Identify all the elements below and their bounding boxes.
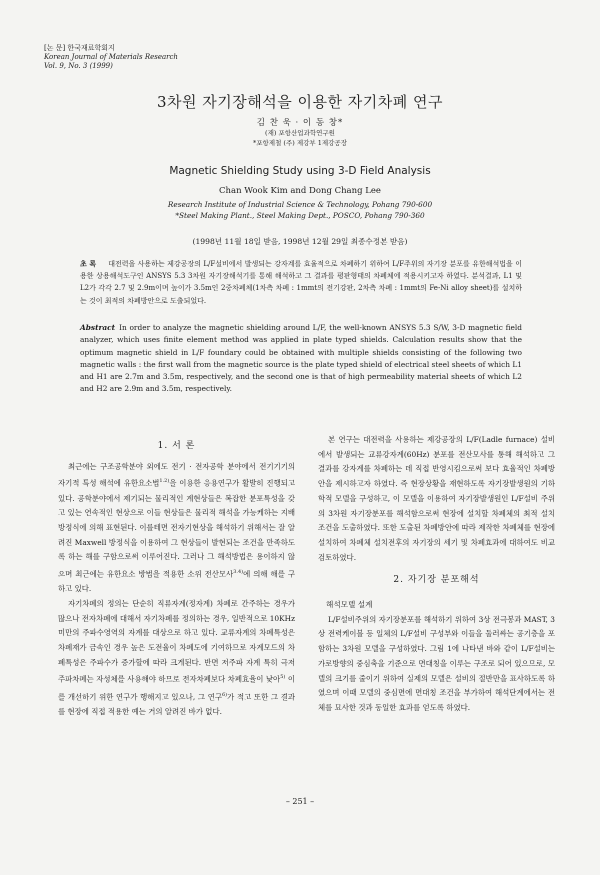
citation-ref: 5) [280,674,286,681]
abstract-ko-label: 초 록 [80,259,97,268]
subsection-heading: 해석모델 설계 [326,600,373,610]
journal-name-ko: [논 문] 한국재료학회지 [44,44,115,52]
affiliation-en-1: Research Institute of Industrial Science & Technology, Pohang 790-600 [167,200,433,209]
abstract-en [80,322,522,396]
intro-p2-text: 자기차폐의 정의는 단순히 직류자계(정자계) 차폐로 간주하는 경우가 많으나 전자차폐에 대해서 자기차폐를 정의하는 경우, 일반적으로 10KHz 미만의 주파수영역의 자계를 대상으로 하고 있다. 교류자계의 차폐특성은 차폐재가 금속인 경우 높은 도전율이 차폐도에 기여하므로 자계모드의 차폐특성은 주파수가 증가할에 따라 크게된다. 반면 저주파 자계 특히 극저주파차폐는 자성체를 사용해야 하므로 전자차폐보다 차폐효율이 낮아 [58,598,295,684]
affiliation-ko-2: *포항제철 (주) 제강부 1제강공장 [252,139,347,147]
authors-ko: 김 찬 욱 · 이 동 창* [256,118,344,128]
journal-name-en: Korean Journal of Materials Research [44,53,178,61]
intro-paragraph-3: 본 연구는 대전력을 사용하는 제강공장의 L/F(Ladle furnace) 설비에서 발생되는 교류강자계(60Hz) 분포를 전산모사를 통해 해석하고 그 결과를 강자계를 차폐하는 데 직접 반영시킴으로써 보다 효율적인 차폐방안을 제시하고자 하였다. 즉 현장상황을 재현하도록 자기장발생원의 기하학적 모델을 구성하고, 이 모델을 이용하여 자기장발생원인 L/F설비 주위의 3차원 자기장분포를 해석함으로써 현장에 설치할 차폐체의 최적 설치조건을 도출하였다. 또한 도출된 차폐방안에 따라 제작한 차폐체를 현장에 설치하여 차폐체 설치전후의 자기장의 세기 및 차폐효과에 대하여도 비교 검토하였다. [318,435,555,562]
affiliation-en [0,199,600,221]
intro-p1-text-b: 을 이용한 응용연구가 활발히 진행되고 있다. 공학분야에서 제기되는 물리적인 계현상들은 복잡한 분포특성을 갖고 있는 연속적인 현상으로 이들 현상들은 물리적 해석을 가능케하는 지배방정식에 의해 표현된다. 이를테면 전자기현상을 해석하기 위해서는 잘 알려진 Maxwell 방정식을 이용하여 그 현상들이 발현되는 조건을 만족하도록 하는 해를 구함으로써 이루어진다. 그러나 그 해석방법은 용이하지 않으며 최근에는 유한요소 방법을 적용한 소위 전산모사 [58,478,295,579]
citation-ref: 6) [221,691,228,698]
received-dates: (1998년 11월 18일 받음, 1998년 12월 29일 최종수정본 받음) [192,237,408,246]
intro-p1-text-c: 에 의해 해를 구하고 있다. [58,569,295,594]
section-2-heading: 2. 자기장 분포해석 [393,575,480,586]
model-paragraph: L/F설비주위의 자기장분포를 해석하기 위하여 3상 전극봉과 MAST, 3상 전력케이블 등 일체의 L/F설비 구성부와 이들을 둘러싸는 공기층을 포함하는 3차원 모델을 구성하였다. 그림 1에 나타낸 바와 같이 L/F설비는 가로방향의 중심축을 기준으로 면대칭을 이루는 구조로 되어 있으므로, 모델의 크기를 줄이기 위하여 실제의 모델은 설비의 절반만을 표사하도록 하였으며 이때 모델의 중심면에 면대칭 조건을 부가하여 해석단계에서는 전체를 묘사한 것과 동일한 효과를 얻도록 하였다. [318,614,555,712]
authors-en: Chan Wook Kim and Dong Chang Lee [219,186,381,196]
journal-volume: Vol. 9, No. 3 (1999) [44,62,113,70]
section-1-heading: 1. 서 론 [157,441,196,451]
abstract-ko [80,258,522,307]
abstract-en-label: Abstract [80,323,116,332]
affiliation-en-2: *Steel Making Plant., Steel Making Dept., POSCO, Pohang 790-360 [175,211,425,220]
citation-ref: 3.4) [233,569,244,576]
intro-p1-text: 최근에는 구조공학분야 외에도 전기 · 전자공학 분야에서 전기기기의 자기적 특성 해석에 유한요소법 [58,461,295,488]
title-en: Magnetic Shielding Study using 3-D Field Analysis [169,165,431,177]
right-column [318,433,555,716]
left-column [58,433,295,720]
affiliation-ko [0,128,600,148]
abstract-en-text: In order to analyze the magnetic shielding around L/F, the well-known ANSYS 5.3 S/W, 3-D magnetic field analyzer, which uses finite element method was applied in plate typed shields. Calculation results show that the optimum magnetic shield in L/F foundary could be obtained with multiple shields consisting of the following two magnetic walls : the first wall from the magnetic source is the plate typed shield of electrical steel sheets of which L1 and H1 are 2.7m and 3.5m, respectively, and the second one is that of high permeability material sheets of which L2 and H2 are 2.9m and 3.5m, respectively. [80,323,523,394]
intro-paragraph-2 [58,597,295,720]
affiliation-ko-1: (재) 포항산업과학연구원 [265,129,335,137]
intro-p2-text-c: 가 적고 또한 그 결과를 현장에 직접 적용한 예는 거의 알려진 바가 없다. [58,692,296,716]
journal-header [44,44,178,71]
intro-p2-text-b: 이를 개선하기 위한 연구가 행해지고 있으나, 그 연구 [58,674,295,702]
abstract-ko-text: 대전력을 사용하는 제강공장의 L/F설비에서 발생되는 강자계를 효율적으로 차폐하기 위하여 L/F주위의 자기장 분포를 유한해석법을 이용한 상용해석도구인 ANSYS 5.3 3차원 자기장해석기를 통해 해석하고 그 결과를 평판형태의 차폐체에 적용시키고자 하였다. 분석결과, L1 및 L2가 각각 2.7 및 2.9m이며 높이가 3.5m인 2중차폐체(1차측 차폐 : 1mmt의 전기강판, 2차측 차폐 : 1mmt의 Fe-Ni alloy sheet)를 설치하는 것이 최적의 차폐방안으로 도출되었다. [80,260,522,305]
citation-ref: 1.2) [159,478,170,485]
intro-paragraph-1 [58,460,295,597]
page-number: – 251 – [285,797,315,806]
title-ko: 3차원 자기장해석을 이용한 자기차폐 연구 [157,93,443,111]
